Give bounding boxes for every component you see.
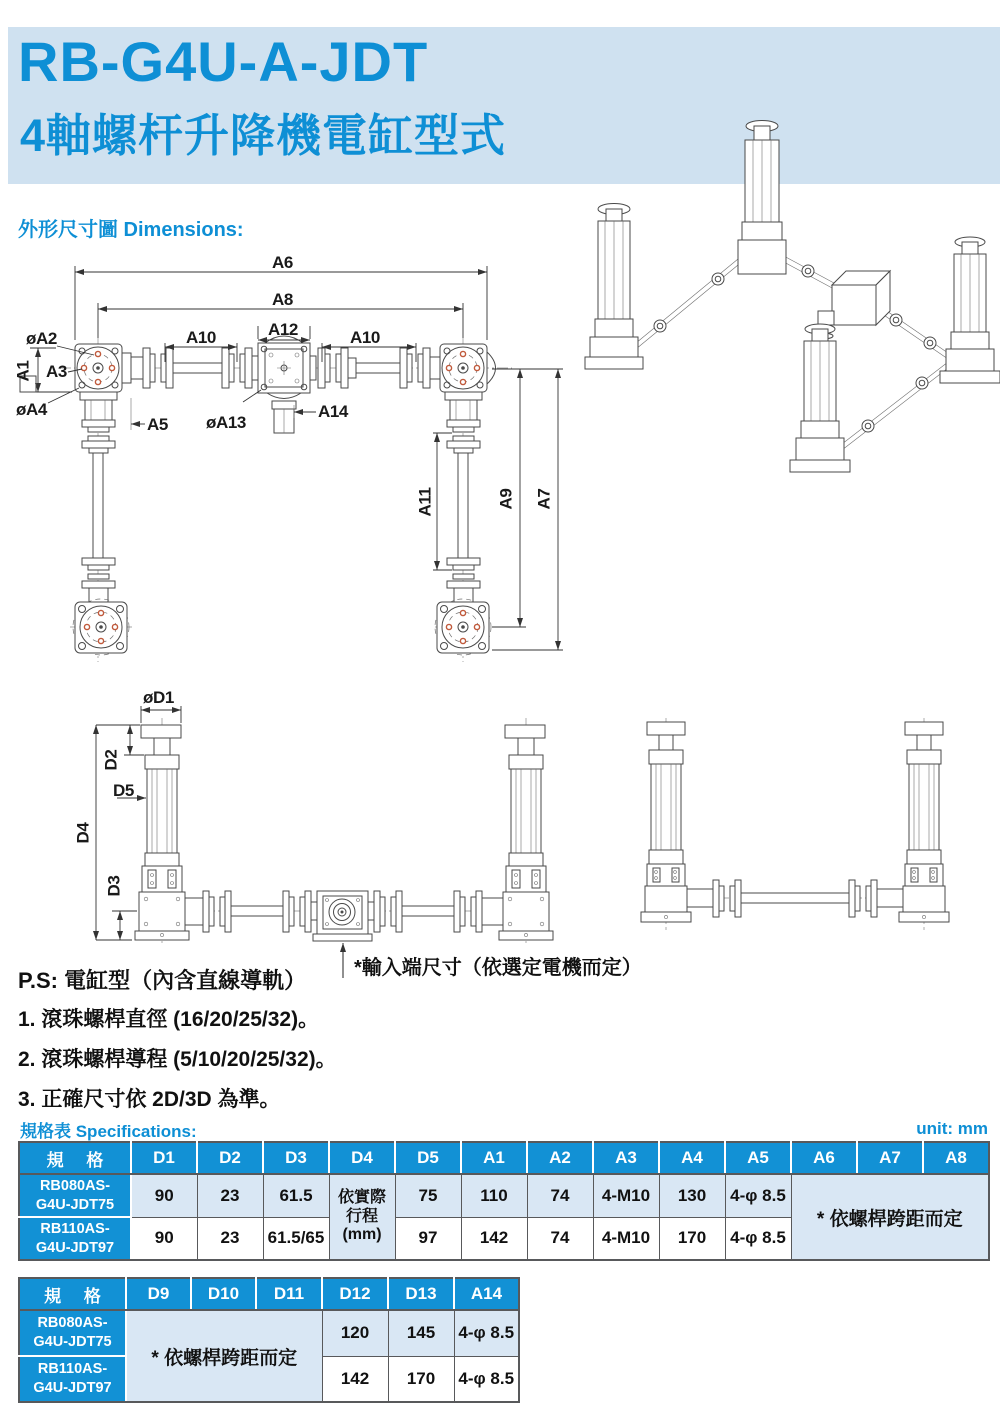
dim-label-a11: A11 xyxy=(415,487,435,517)
side-view-drawing xyxy=(620,690,1000,940)
model-label: RB110AS- G4U-JDT97 xyxy=(19,1356,126,1402)
col-header-a2: A2 xyxy=(527,1142,593,1174)
col-header-a1: A1 xyxy=(461,1142,527,1174)
col-header-spec: 規 格 xyxy=(19,1278,126,1310)
cell-d1: 90 xyxy=(131,1217,197,1260)
cell-a1: 110 xyxy=(461,1174,527,1217)
model-label: RB080AS- G4U-JDT75 xyxy=(19,1310,126,1356)
cell-a5: 4-φ 8.5 xyxy=(725,1174,791,1217)
col-header-d9: D9 xyxy=(126,1278,191,1310)
page-title: RB-G4U-A-JDT xyxy=(18,30,429,93)
dim-label-dia-a2: øA2 xyxy=(26,329,57,348)
dim-label-a12: A12 xyxy=(268,320,298,339)
note-item-3: 3. 正確尺寸依 2D/3D 為準。 xyxy=(18,1088,281,1111)
table2-row-rb080 xyxy=(19,1310,519,1356)
cell-d9-d11-merged: * 依螺桿跨距而定 xyxy=(126,1310,322,1402)
dimensions-section-label: 外形尺寸圖 Dimensions: xyxy=(18,219,244,241)
table1-row-rb080 xyxy=(19,1174,989,1217)
unit-label: unit: mm xyxy=(916,1119,988,1138)
cell-d1: 90 xyxy=(131,1174,197,1217)
isometric-view-drawing xyxy=(580,115,1000,505)
col-header-d12: D12 xyxy=(322,1278,388,1310)
input-dimension-note: *輸入端尺寸（依選定電機而定） xyxy=(354,957,642,979)
cell-d2: 23 xyxy=(197,1174,263,1217)
dim-label-a1: A1 xyxy=(13,360,33,382)
cell-a3: 4-M10 xyxy=(593,1217,659,1260)
col-header-a5: A5 xyxy=(725,1142,791,1174)
cell-a4: 130 xyxy=(659,1174,725,1217)
dim-label-dia-a4: øA4 xyxy=(16,400,47,419)
col-header-d4: D4 xyxy=(329,1142,395,1174)
cell-a2: 74 xyxy=(527,1217,593,1260)
col-header-d13: D13 xyxy=(388,1278,454,1310)
dim-label-a7: A7 xyxy=(534,488,554,510)
dim-label-a8: A8 xyxy=(272,290,293,309)
model-label: RB110AS- G4U-JDT97 xyxy=(19,1217,131,1260)
dim-label-d3: D3 xyxy=(104,875,124,897)
dim-label-dia-d1: øD1 xyxy=(143,688,174,707)
cell-d13: 145 xyxy=(388,1310,454,1356)
note-item-1: 1. 滾珠螺桿直徑 (16/20/25/32)。 xyxy=(18,1008,320,1031)
col-header-d2: D2 xyxy=(197,1142,263,1174)
col-header-a7: A7 xyxy=(857,1142,923,1174)
dim-label-a10-right: A10 xyxy=(350,328,380,347)
plan-view-drawing xyxy=(0,250,580,670)
cell-a1: 142 xyxy=(461,1217,527,1260)
dim-label-d5: D5 xyxy=(113,781,134,800)
col-header-a4: A4 xyxy=(659,1142,725,1174)
table1-header-row xyxy=(19,1142,989,1174)
cell-d12: 120 xyxy=(322,1310,388,1356)
col-header-a6: A6 xyxy=(791,1142,857,1174)
table2-header-row xyxy=(19,1278,519,1310)
ps-note: P.S: 電缸型（內含直線導軌） xyxy=(18,968,307,993)
cell-d5: 97 xyxy=(395,1217,461,1260)
col-header-a14: A14 xyxy=(454,1278,519,1310)
cell-d3: 61.5/65 xyxy=(263,1217,329,1260)
dim-label-d2: D2 xyxy=(101,749,121,771)
cell-a3: 4-M10 xyxy=(593,1174,659,1217)
cell-d3: 61.5 xyxy=(263,1174,329,1217)
page-subtitle: 4軸螺杆升降機電缸型式 xyxy=(20,110,507,161)
spec-table-2 xyxy=(18,1277,520,1403)
cell-d2: 23 xyxy=(197,1217,263,1260)
dim-label-a14: A14 xyxy=(318,402,348,421)
col-header-a8: A8 xyxy=(923,1142,989,1174)
dim-label-d4: D4 xyxy=(73,822,93,844)
cell-d4-merged: 依實際 行程 (mm) xyxy=(329,1174,395,1260)
cell-a14: 4-φ 8.5 xyxy=(454,1310,519,1356)
col-header-a3: A3 xyxy=(593,1142,659,1174)
specifications-section-label: 規格表 Specifications: xyxy=(20,1122,197,1141)
spec-table-1 xyxy=(18,1141,990,1261)
col-header-spec: 規 格 xyxy=(19,1142,131,1174)
dim-label-a3: A3 xyxy=(46,362,67,381)
col-header-d5: D5 xyxy=(395,1142,461,1174)
cell-d12: 142 xyxy=(322,1356,388,1402)
dim-label-a5: A5 xyxy=(147,415,168,434)
cell-a5: 4-φ 8.5 xyxy=(725,1217,791,1260)
dim-label-dia-a13: øA13 xyxy=(206,413,246,432)
model-label: RB080AS- G4U-JDT75 xyxy=(19,1174,131,1217)
cell-a2: 74 xyxy=(527,1174,593,1217)
cell-d5: 75 xyxy=(395,1174,461,1217)
cell-a4: 170 xyxy=(659,1217,725,1260)
cell-a6-a8-merged: * 依螺桿跨距而定 xyxy=(791,1174,989,1260)
cell-a14: 4-φ 8.5 xyxy=(454,1356,519,1402)
col-header-d1: D1 xyxy=(131,1142,197,1174)
dim-label-a6: A6 xyxy=(272,253,293,272)
front-view-drawing xyxy=(20,680,580,980)
col-header-d11: D11 xyxy=(256,1278,322,1310)
dim-label-a10-left: A10 xyxy=(186,328,216,347)
note-item-2: 2. 滾珠螺桿導程 (5/10/20/25/32)。 xyxy=(18,1048,337,1071)
col-header-d10: D10 xyxy=(191,1278,256,1310)
dim-label-a9: A9 xyxy=(496,488,516,510)
col-header-d3: D3 xyxy=(263,1142,329,1174)
cell-d13: 170 xyxy=(388,1356,454,1402)
